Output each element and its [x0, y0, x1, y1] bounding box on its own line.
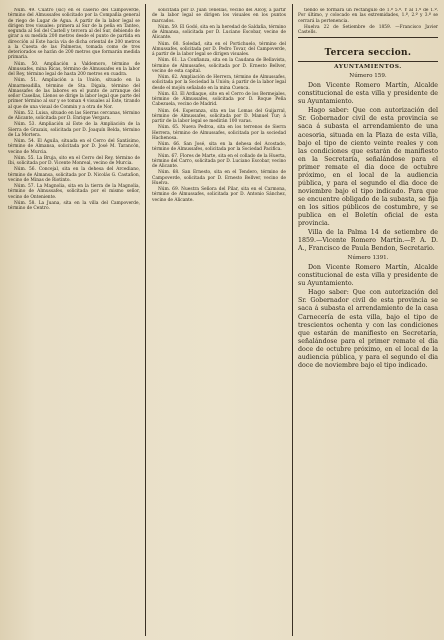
mine-entry: Núm. 49. Cuatro (sic) en el caserio del Campoverde, término del Almussafes solicitado por la Compañía general de riego de Lugar de Agua. Á partir de la labor legal se dirigen tres visuales: primera al Sur de la peña en Tanteo, segunda al Sol del Castell y tercera al del Sur, debiendo de girar a su medida 200 metros desde el punto de partida en dirección al Este hacia vía de dicha oriental de 200 metros a la Cuesta de las Palmeras, tomada como de tres deteriorados se harán de 200 metros que formarán medida primaria.: [8, 8, 140, 61]
mine-entry: Núm. 59. El Godó, sita en la heredad de Saldaña, término de Almansa, solicitada por D. Luciano Escobar, vecino de Alicante.: [152, 24, 286, 41]
column-divider: [145, 4, 146, 636]
mine-entry: Núm. 68. San Ernesto, sita en el Tendero, término de Campoverde, solicitada por D. Ernesto Bellver, vecino de Huelva.: [152, 170, 286, 186]
mine-entry: Núm. 62. Ampliación de Herrera, término de Almussafes, solicitada por la Sociedad la Unión; á partir de la labor legal desde el mojón señalado en la mina Cuenca.: [152, 75, 286, 91]
mine-entry: Núm. 54. El Aguila, situada en el Cerro del Santísimo, término de Almansa, solicitada por D. José M. Tarancón, vecino de Murcia.: [8, 139, 140, 155]
column-3: [298, 8, 438, 634]
mine-entry: solicitada por D. Juan Tenellas, vecino del Alcoy, á partir de la labor legal se dirigen los visuales en los puntos marcados.: [152, 8, 286, 24]
notice-1: [298, 73, 438, 253]
column-divider: [292, 4, 293, 636]
mine-entry: Núm. 58. La Juana, sita en la villa del Campoverde, término de Centro.: [8, 200, 140, 211]
section-title: Tercera seccion.: [324, 48, 412, 59]
section-rule: [298, 61, 438, 62]
mine-entry: Núm. 57. La Magnolia, sita en la tierra de la Magnolia, término de Almussafes, solicitada por el mismo señor, vecino de Onteniente.: [8, 184, 140, 200]
column-1: [8, 8, 140, 634]
mine-entry: Núm. 52. Luisa, situado en las Sierras cercanas, término de Alicante, solicitada por D. Enrique Vergara.: [8, 110, 140, 121]
mine-entry: Núm. 50. Ampliación a Valdemoro, término de Almussafes, mina Ricas, término de Almussafes en la labor del Rey, término legal de hasta 200 metros en cuadra.: [8, 61, 140, 77]
mine-entry: Núm. 51. Ampliación a la Unión, situado en la Almarmeadilla, término de Sta. Digala, término del Almassafes de las labores en el punto de arranque del señor Casellas, Llenos se dirige la labor legal que parte del primer término al sur y se toman 4 visuales al Este, tirando al que de una visual de Conmin y a otra de Nor.: [8, 78, 140, 110]
notice-paragraph: Don Vicente Romero Martín, Alcalde constitucional de esta villa y presidente de su Ayuntamiento.: [298, 264, 438, 288]
mine-entry: Núm. 67. Flores de Marte, sita en el collado de la Huerta, término del Carro, solicitada por D. Luciano Escobar, vecino de Alicante.: [152, 153, 286, 169]
mine-entry: Núm. 61. La Confianza, sita en la Caudana de Bellavista, término de Almussafes, solicitada por D. Ernesto Bellver, vecino de esta capital.: [152, 58, 286, 74]
notice-paragraph: Don Vicente Romero Martín, Alcalde constitucional de esta villa y presidente de su Ayuntamiento.: [298, 82, 438, 106]
mine-entry: Núm. 69. Nuestra Señora del Pilar, sita en el Carmona, término de Almussafes, solicitada por D. Antonio Sánchez, vecino de Alicante.: [152, 187, 286, 203]
section-rule: [298, 37, 438, 38]
mine-entry: Núm. 56. Concejal, sita en la dehesa del Arcediano, término de Almansa, solicitada por D. Nicolás G. Castañon, vecino de Minas de Riotinto.: [8, 167, 140, 183]
notice-number: Número 1391.: [347, 255, 389, 262]
mine-entry: Núm. 60. Soledad, sita en el Portichuelo, término del Almussafes, solicitada por D. Pedro Tovar, del Campoverde, á partir de la labor legal se dirigen visuales.: [152, 41, 286, 57]
notice-number: Número 159.: [349, 73, 387, 80]
mine-entry: Núm. 64. Esperanza, sita en las Lomas del Guijarral, término de Almussafes, solicitada por D. Manuel Tur; á partir de la labor legal se medirán 100 varas.: [152, 108, 286, 124]
mine-entry: Núm. 65. Nueva Pedroa, sita en los terrenos de Sierra Herrera, término de Almussafes, solicitada por la sociedad Hachenosa.: [152, 125, 286, 141]
column-2: [152, 8, 286, 634]
notice-2: [298, 255, 438, 370]
section-subtitle: AYUNTAMIENTOS.: [334, 64, 402, 71]
notice-signature: Villa de la Palma 14 de setiembre de 1859.—Vicente Romero Martín.—P. A. D. A., Francisco de Paula Bendon, Secretario.: [298, 229, 438, 253]
dateline: Huelva 22 de Setiembre de 1859. —Francisco Javier Castells.: [298, 24, 438, 35]
continued-text: tiendo se formará un rectángulo de 1.º 5.º. Y al 1.º de 1.º. Por último, y colocado en las extremidades, 1.º, 2.º y 3.º se cerrará la pertenencia.: [298, 8, 438, 24]
mine-entry: Núm. 53. Ampliación al Este de la Ampliación de la Sierra de Grazaix, solicitada por D. Joaquín Belda, término de La Mortera.: [8, 122, 140, 138]
mine-entry: Núm. 66. San José, sita en la dehesa del Acostado, término de Almussafes, solicitada por la Sociedad Pacifica.: [152, 142, 286, 153]
notice-paragraph: Hago saber: Que con autorización del Sr. Gobernador civil de esta provincia se saca á subasta el arrendamiento de la casa Carnecería de esta villa, bajo el tipo de trescientos ochenta y con las condiciones que estarán de manifiesto en Secretaría, señalándose para el primer remate el dia doce de octubre próximo, en el local de la audiencia pública, y para el segundo el dia doce de noviembre bajo el tipo indicado.: [298, 289, 438, 369]
mine-entry: Núm. 55. La Bruja, sito en el Cerro del Rey, término de Ibi, solicitada por D. Vicente Monreal, vecino de Murcia.: [8, 155, 140, 166]
notice-paragraph: Hago saber: Que con autorización del Sr. Gobernador civil de esta provincia se saca á subasta el arrendamiento de una acesoria, situada en la Plaza de esta villa, bajo el tipo de ciento veinte reales y con las condiciones que estarán de manifiesto en la Secretaría, señalándose para el primer remate el dia doce de octubre próximo, en el local de la audiencia pública, y para el segundo el dia doce de noviembre bajo el tipo indicado. Para que se encuentre obligado de la subasta, se fija en los sitios públicos de costumbre, y se publica en el Boletín oficial de esta provincia.: [298, 107, 438, 228]
mine-entry: Núm. 63. El Ardiaque, sito en el Cerro de los Bermejales, término de Almussafes, solicitada por D. Roque Peña Cabezuela, vecino de Madrid.: [152, 91, 286, 108]
